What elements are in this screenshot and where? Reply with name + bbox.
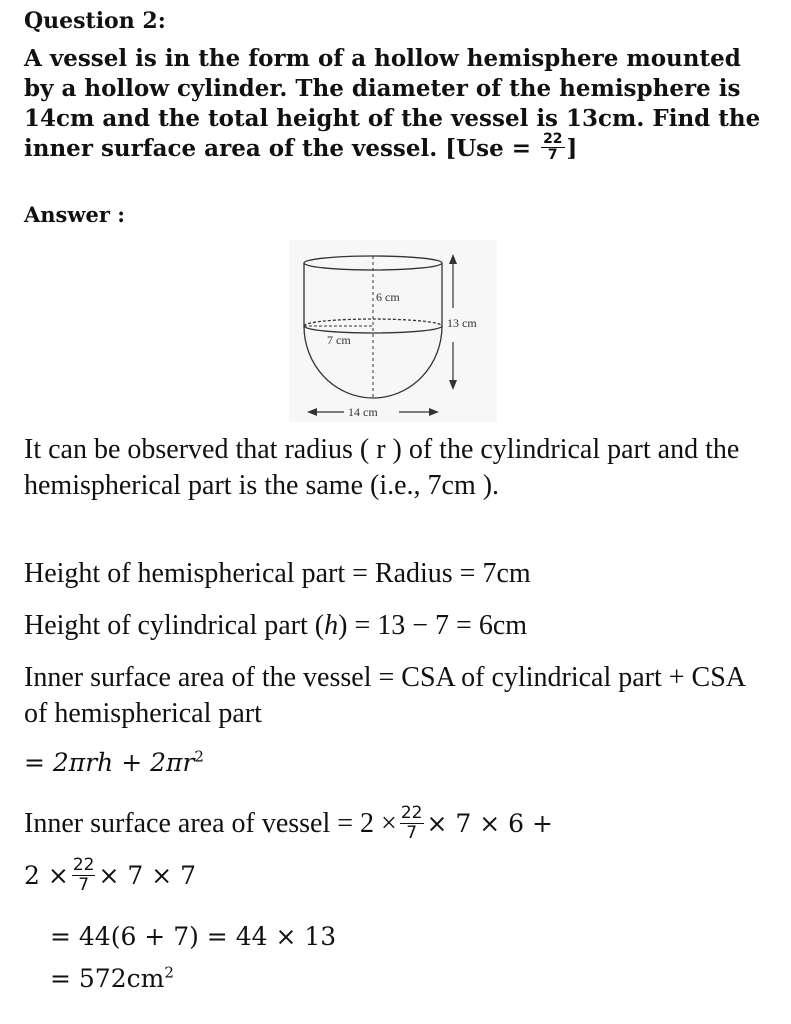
solution-simplification: = 44(6 + 7) = 44 × 13	[50, 922, 337, 951]
substitution-fraction-denominator: 7	[406, 823, 418, 844]
question-fraction-numerator: 22	[543, 130, 563, 147]
area-formula-text: = 2πrh + 2πr	[24, 748, 195, 777]
solution-radius-statement: It can be observed that radius ( r ) of the cylindrical part and the hemispherical part is the same (i.e., 7cm ).	[24, 434, 740, 501]
cylinder-height-prefix: Height of cylindrical part (	[24, 610, 325, 641]
final-answer-value: = 572cm	[50, 964, 165, 993]
substitution-fraction-numerator: 22	[400, 803, 423, 824]
solution-final-answer	[50, 964, 174, 993]
cylinder-height-suffix: ) = 13 − 7 = 6cm	[338, 610, 528, 641]
final-answer-exponent: 2	[164, 963, 174, 982]
radius-label: 7 cm	[327, 333, 351, 347]
continued-fraction-numerator: 22	[72, 855, 95, 875]
solution-area-substitution-continued	[24, 855, 196, 895]
total-height-label: 13 cm	[447, 316, 477, 330]
question-text	[24, 44, 769, 164]
continued-prefix: 2 ×	[24, 861, 69, 890]
cylinder-height-variable: h	[324, 610, 339, 641]
question-title: Question 2:	[24, 8, 166, 34]
question-fraction-denominator: 7	[547, 146, 558, 163]
answer-label: Answer :	[24, 202, 125, 227]
cylinder-height-label: 6 cm	[376, 290, 400, 304]
substitution-prefix: Inner surface area of vessel = 2 ×	[24, 808, 397, 839]
continued-suffix: × 7 × 7	[98, 861, 196, 890]
solution-area-substitution	[24, 803, 784, 844]
diameter-label: 14 cm	[348, 405, 378, 419]
continued-fraction	[72, 856, 96, 895]
question-fraction	[541, 132, 564, 163]
vessel-figure	[289, 240, 497, 422]
question-body: A vessel is in the form of a hollow hemisphere mounted by a hollow cylinder. The diameter of the hemisphere is 14cm and the total height of the vessel is 13cm. Find the inner surface area of the vessel. [Use =	[24, 45, 761, 162]
diameter-arrowhead-left	[307, 408, 317, 416]
substitution-suffix: × 7 × 6 +	[426, 809, 553, 838]
total-height-arrowhead-down	[449, 380, 457, 390]
total-height-arrowhead-up	[449, 254, 457, 264]
solution-hemisphere-height: Height of hemispherical part = Radius = 7cm	[24, 558, 531, 589]
continued-fraction-denominator: 7	[78, 875, 90, 895]
area-formula-exponent: 2	[194, 747, 204, 766]
solution-area-formula	[24, 748, 204, 777]
substitution-fraction	[400, 804, 424, 843]
vessel-diagram	[289, 240, 497, 422]
question-bracket: ]	[566, 135, 578, 162]
solution-cylinder-height	[24, 608, 764, 644]
diameter-arrowhead-right	[429, 408, 439, 416]
solution-area-definition: Inner surface area of the vessel = CSA of cylindrical part + CSA of hemispherical part	[24, 662, 745, 729]
